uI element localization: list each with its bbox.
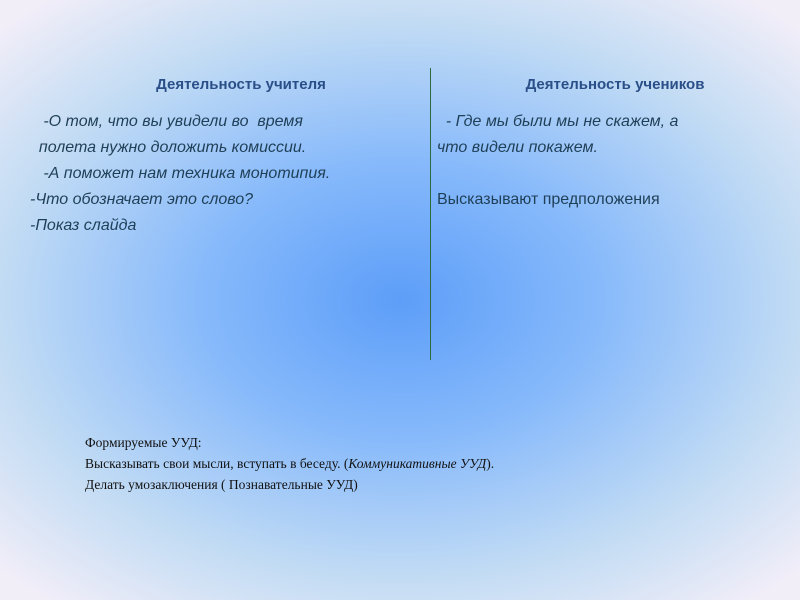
students-activity-heading: Деятельность учеников <box>525 76 705 93</box>
teacher-activity-heading: Деятельность учителя <box>156 76 326 93</box>
students-line: что видели покажем. <box>437 139 598 156</box>
footer-communicative-line <box>85 453 494 474</box>
teacher-line: -О том, что вы увидели во время <box>30 113 303 130</box>
students-line: Высказывают предположения <box>437 191 660 208</box>
column-divider <box>430 68 431 360</box>
footer-line2-prefix: Высказывать свои мысли, вступать в беседу. ( <box>85 456 349 471</box>
teacher-line: -Что обозначает это слово? <box>30 191 254 208</box>
teacher-line: -Показ слайда <box>30 217 137 234</box>
students-line <box>437 161 678 187</box>
footer-uud <box>85 432 494 495</box>
students-activity-text <box>437 109 678 213</box>
footer-title: Формируемые УУД: <box>85 435 202 450</box>
teacher-activity-text <box>30 109 330 239</box>
students-line: - Где мы были мы не скажем, а <box>437 113 679 130</box>
footer-cognitive-line: Делать умозаключения ( Познавательные УУД) <box>85 477 358 492</box>
footer-line2-suffix: ). <box>486 456 495 471</box>
teacher-line: -А поможет нам техника монотипия. <box>30 165 331 182</box>
teacher-line: полета нужно доложить комиссии. <box>30 139 307 156</box>
footer-line2-italic: Коммуникативные УУД <box>348 456 487 471</box>
